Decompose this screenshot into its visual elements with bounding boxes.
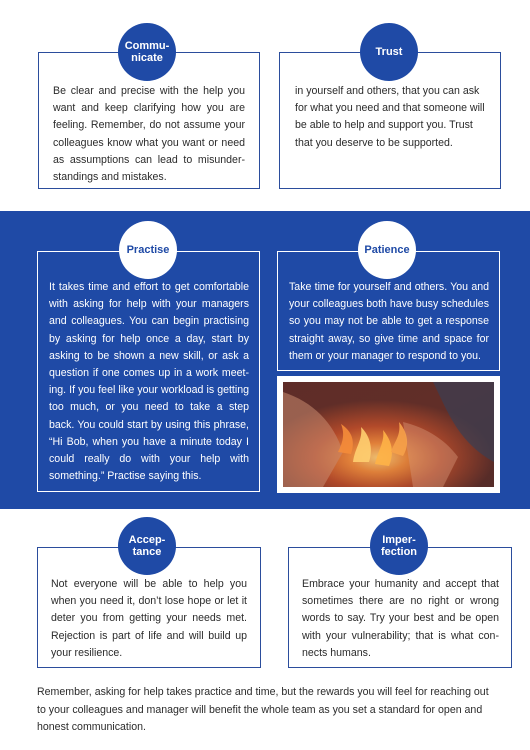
communicate-title-1: Commu-: [124, 40, 170, 52]
practise-badge: [119, 221, 177, 279]
acceptance-title-2: tance: [132, 546, 162, 558]
trust-badge: [360, 23, 418, 81]
trust-title: Trust: [375, 46, 403, 58]
imperfection-text: Embrace your humanity and accept that sometimes there are no right or wrong words to say. Try your best and be open with your vulnerability; that is what connects humans.: [302, 578, 499, 659]
communicate-badge: [118, 23, 176, 81]
acceptance-title-1: Accep-: [128, 534, 166, 546]
imperfection-title-2: fection: [380, 546, 418, 558]
acceptance-badge: [118, 517, 176, 575]
practise-text: It takes time and effort to get comfortable with asking for help with your managers and colleagues. You can begin practising by asking for help once a day, start by asking to be shown a new skill, or ask a question if one comes up in a work meeting. If you feel like your workload is getting too much, or you need to take a step back. You could start by using this phrase, “Hi Bob, when you have a minute today I could really do with your help with something.” Practise saying this.: [49, 281, 249, 483]
communicate-title-2: nicate: [131, 52, 163, 64]
photo-image: [283, 382, 494, 487]
imperfection-title-1: Imper-: [382, 534, 416, 546]
patience-title: Patience: [364, 244, 410, 256]
imperfection-badge: [370, 517, 428, 575]
trust-text: in yourself and others, that you can ask for what you need and that someone will be able to help and support you. Trust that you deserve to be supported.: [295, 85, 485, 149]
hands-fire-photo: [277, 376, 500, 493]
communicate-text: Be clear and precise with the help you want and keep clarifying how you are feeling. Remember, do not assume your colleagues know what you want or need as assumptions can lead to misunderstandings and mistakes.: [53, 85, 245, 184]
practise-title: Practise: [126, 244, 170, 256]
acceptance-text: Not everyone will be able to help you when you need it, don’t lose hope or let it deter you from getting your needs met. Rejection is part of life and will build up your resilience.: [51, 578, 247, 659]
closing-paragraph: Remember, asking for help takes practice and time, but the rewards you will feel for reaching out to your colleagues and manager will benefit the whole team as you set a standard for open and honest communication.: [37, 686, 489, 734]
patience-text: Take time for yourself and others. You and your colleagues both have busy schedules so you may not be able to get a response straight away, so give time and space for them or your manager to respond to you.: [289, 281, 489, 362]
practise-card: [37, 251, 260, 492]
patience-badge: [358, 221, 416, 279]
